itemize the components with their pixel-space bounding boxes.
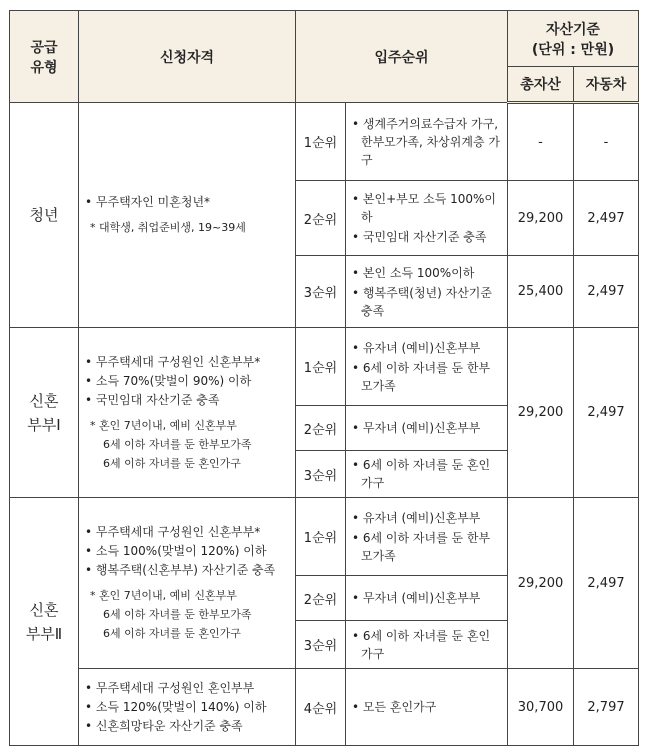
total-asset: 30,700: [508, 669, 574, 746]
table-row: [10, 103, 639, 181]
car-value: -: [574, 103, 639, 181]
total-asset: 25,400: [508, 256, 574, 328]
total-asset: -: [508, 103, 574, 181]
header-car: 자동차: [574, 67, 639, 103]
rank-desc: [346, 576, 508, 621]
qual-item: • 소득 70%(맞벌이 90%) 이하: [85, 373, 252, 388]
header-priority: 입주순위: [296, 11, 508, 103]
newlywed2-qualification: [79, 498, 296, 669]
rank-label: 3순위: [296, 256, 346, 328]
car-value: 2,497: [574, 181, 639, 256]
qual-note: * 대학생, 취업준비생, 19~39세: [90, 221, 246, 234]
car-value: 2,497: [574, 498, 639, 669]
rank-desc: [346, 406, 508, 451]
qual-item: • 무주택세대 구성원인 신혼부부*: [85, 354, 261, 369]
desc-item: • 유자녀 (예비)신혼부부: [352, 340, 481, 355]
header-asset: [508, 11, 639, 67]
qual-note: 6세 이하 자녀를 둔 혼인가구: [103, 627, 241, 640]
desc-item: • 모든 혼인가구: [352, 700, 437, 714]
qual-item: • 무주택세대 구성원인 혼인부부: [85, 680, 255, 695]
desc-item: • 6세 이하 자녀를 둔 혼인 가구: [352, 458, 491, 490]
rank-label: 1순위: [296, 103, 346, 181]
qual-note: * 혼인 7년이내, 예비 신혼부부: [90, 418, 237, 432]
car-value: 2,497: [574, 256, 639, 328]
qual-item: • 무주택자인 미혼청년*: [85, 195, 211, 209]
total-asset: 29,200: [508, 498, 574, 669]
table-row: [10, 669, 639, 746]
rank-desc: [346, 103, 508, 181]
rank-desc: [346, 328, 508, 406]
desc-item: • 6세 이하 자녀를 둔 한부모가족: [352, 530, 491, 563]
eligibility-table: [9, 10, 639, 746]
desc-item: • 유자녀 (예비)신혼부부: [352, 510, 481, 525]
qual-item: • 행복주택(신혼부부) 자산기준 충족: [85, 563, 276, 577]
desc-item: • 행복주택(청년) 자산기준 충족: [352, 285, 492, 318]
rank-label: 1순위: [296, 328, 346, 406]
qual-note: 6세 이하 자녀를 둔 한부모가족: [103, 437, 252, 451]
rank-desc: [346, 451, 508, 498]
newlywed1-qualification: [79, 328, 296, 498]
rank-desc: [346, 621, 508, 669]
rank-label: 1순위: [296, 498, 346, 576]
rank-label: 2순위: [296, 576, 346, 621]
qual-item: • 소득 120%(맞벌이 140%) 이하: [85, 699, 267, 714]
rank-desc: [346, 669, 508, 746]
type-newlywed-1: 신혼 부부Ⅰ: [10, 328, 79, 498]
rank-desc: [346, 181, 508, 256]
car-value: 2,497: [574, 328, 639, 498]
header-total-asset: 총자산: [508, 67, 574, 103]
rank-label: 2순위: [296, 181, 346, 256]
rank-desc: [346, 256, 508, 328]
type-newlywed-2: 신혼 부부Ⅱ: [10, 498, 79, 746]
qual-note: * 혼인 7년이내, 예비 신혼부부: [90, 589, 237, 602]
qual-item: • 무주택세대 구성원인 신혼부부*: [85, 525, 261, 539]
car-value: 2,797: [574, 669, 639, 746]
desc-item: • 본인+부모 소득 100%이하: [352, 192, 497, 224]
header-qualification: 신청자격: [79, 11, 296, 103]
asset-title: 자산기준: [545, 21, 601, 38]
rank-label: 3순위: [296, 621, 346, 669]
desc-item: • 본인 소득 100%이하: [352, 265, 475, 280]
table-row: [10, 498, 639, 576]
desc-item: • 무자녀 (예비)신혼부부: [352, 591, 481, 605]
qual-item: • 국민임대 자산기준 충족: [85, 392, 220, 407]
header-type: 공급 유형: [10, 11, 79, 103]
qual-item: • 소득 100%(맞벌이 120%) 이하: [85, 544, 267, 558]
rank-desc: [346, 498, 508, 576]
table-row: [10, 328, 639, 406]
type-youth: 청년: [10, 103, 79, 328]
asset-unit: (단위 : 만원): [531, 41, 615, 58]
qual-note: 6세 이하 자녀를 둔 혼인가구: [103, 456, 241, 470]
desc-item: • 국민임대 자산기준 충족: [352, 230, 487, 244]
qual-note: 6세 이하 자녀를 둔 한부모가족: [103, 608, 252, 621]
rank-label: 3순위: [296, 451, 346, 498]
desc-item: • 생계주거의료수급자 가구, 한부모가족, 차상위계층 가구: [352, 116, 500, 167]
rank-label: 4순위: [296, 669, 346, 746]
total-asset: 29,200: [508, 328, 574, 498]
rank-label: 2순위: [296, 406, 346, 451]
desc-item: • 무자녀 (예비)신혼부부: [352, 421, 481, 435]
youth-qualification: [79, 103, 296, 328]
qual-item: • 신혼희망타운 자산기준 충족: [85, 718, 243, 733]
desc-item: • 6세 이하 자녀를 둔 한부모가족: [352, 360, 491, 393]
desc-item: • 6세 이하 자녀를 둔 혼인 가구: [352, 628, 491, 661]
rank4-qualification: [79, 669, 296, 746]
total-asset: 29,200: [508, 181, 574, 256]
